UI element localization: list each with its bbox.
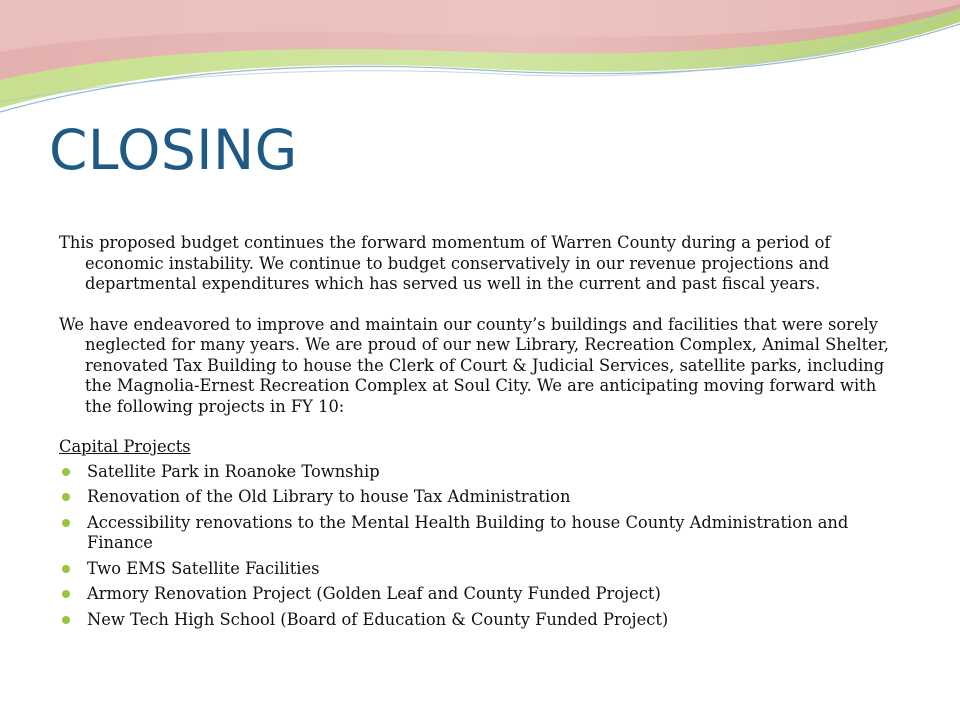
intro-paragraph: This proposed budget continues the forward momentum of Warren County during a period of economic instability. We continue to budget conservatively in our revenue projections and departmental expenditures which has served us well in the current and past fiscal years. <box>59 233 831 293</box>
decorative-wave-banner <box>0 0 960 120</box>
list-item-text: Satellite Park in Roanoke Township <box>87 461 380 481</box>
list-item <box>59 610 905 631</box>
capital-projects-list <box>59 462 905 631</box>
bullet-icon <box>62 590 70 598</box>
list-item <box>59 487 905 508</box>
bullet-icon <box>62 616 70 624</box>
list-item <box>59 584 905 605</box>
bullet-icon <box>62 493 70 501</box>
bullet-icon <box>62 468 70 476</box>
list-item <box>59 559 905 580</box>
slide-body <box>59 233 905 635</box>
list-item-text: Accessibility renovations to the Mental Health Building to house County Administration and Finance <box>87 512 849 552</box>
bullet-icon <box>62 565 70 573</box>
facilities-paragraph: We have endeavored to improve and maintain our county’s buildings and facilities that were sorely neglected for many years. We are proud of our new Library, Recreation Complex, Animal Shelter, renovated Tax Building to house the Clerk of Court & Judicial Services, satellite parks, including the Magnolia-Ernest Recreation Complex at Soul City. We are anticipating moving forward with the following projects in FY 10: <box>59 314 889 416</box>
bullet-icon <box>62 519 70 527</box>
capital-projects-heading: Capital Projects <box>59 437 191 456</box>
list-item-text: Armory Renovation Project (Golden Leaf and County Funded Project) <box>87 584 661 603</box>
list-item <box>59 513 905 554</box>
list-item-text: New Tech High School (Board of Education & County Funded Project) <box>87 609 669 629</box>
list-item-text: Two EMS Satellite Facilities <box>87 558 320 578</box>
list-item-text: Renovation of the Old Library to house Tax Administration <box>87 487 571 506</box>
slide-title: CLOSING <box>49 118 298 182</box>
list-item <box>59 462 905 483</box>
